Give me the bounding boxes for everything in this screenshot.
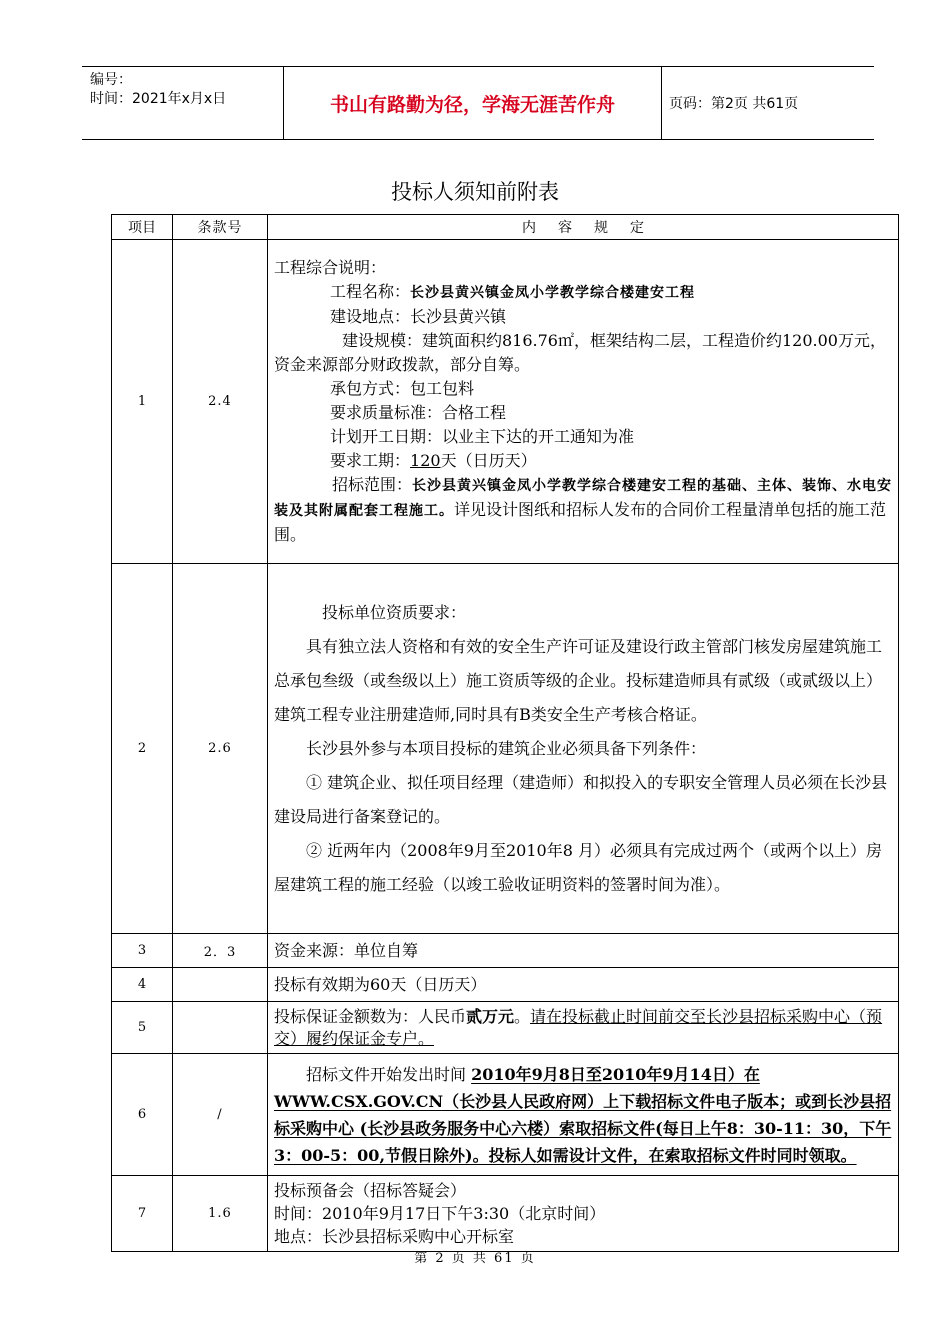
serial-label: 编号： [90, 72, 132, 88]
header-meta [82, 67, 284, 139]
content-line: 投标预备会（招标答疑会） [274, 1181, 467, 1200]
time-label: 时间：2021年x月x日 [90, 91, 227, 107]
table-row [112, 968, 899, 1002]
content-line: 计划开工日期：以业主下达的开工通知为准 [330, 427, 635, 446]
content-line: 工程综合说明： [274, 258, 387, 277]
row-clause-number: 2.4 [173, 240, 268, 564]
deposit-instruction: 请在投标截止时间前交至长沙县招标采购中心（预交）履约保证金专户。 [274, 1006, 883, 1048]
row-item-number: 3 [112, 934, 173, 968]
row-clause-number [173, 968, 268, 1002]
content-line: 具有独立法人资格和有效的安全生产许可证及建设行政主管部门核发房屋建筑施工总承包叁级（或叁级以上）施工资质等级的企业。投标建造师具有贰级（或贰级以上）建筑工程专业注册建造师,同时具有B类安全生产考核合格证。 [274, 636, 883, 724]
content-line [274, 473, 892, 547]
deposit-amount: 贰万元 [466, 1006, 515, 1026]
table-row [112, 934, 899, 968]
scope-label: 招标范围： [332, 475, 413, 494]
content-line: 地点：长沙县招标采购中心开标室 [274, 1227, 515, 1246]
scope-suffix: 详见设计图纸和招标人发布的合同价工程量清单包括的施工范围。 [274, 500, 887, 544]
issue-time-details: 2010年9月8日至2010年9月14日）在WWW.CSX.GOV.CN（长沙县人民政府网）上下载招标文件电子版本；或到长沙县招标采购中心 (长沙县政务服务中心六楼）索取招标文件(每日上午8：30-11：30，下午3：00-5：00,节假日除外)。投标人如需设计文件，在索取招标文件时同时领取。 [274, 1064, 892, 1165]
bid-notice-table [111, 214, 899, 1252]
project-name-value: 长沙县黄兴镇金凤小学教学综合楼建安工程 [410, 285, 696, 301]
table-row [112, 1002, 899, 1054]
table-row [112, 1176, 899, 1252]
row-clause-number [173, 1002, 268, 1054]
row-content [268, 564, 899, 934]
content-line [274, 280, 892, 305]
table-row [112, 564, 899, 934]
page-header [82, 66, 874, 140]
row-content: 投标有效期为60天（日历天） [268, 968, 899, 1002]
row-item-number: 6 [112, 1054, 173, 1176]
row-item-number: 5 [112, 1002, 173, 1054]
row-content [268, 240, 899, 564]
row-item-number: 1 [112, 240, 173, 564]
scope-value: 长沙县黄兴镇金凤小学教学综合楼建安工程的基础、主体、装饰、水电安装及其附属配套工程施工。 [274, 478, 893, 519]
content-line: ① 建筑企业、拟任项目经理（建造师）和拟投入的专职安全管理人员必须在长沙县建设局进行备案登记的。 [274, 772, 888, 826]
header-motto: 书山有路勤为径，学海无涯苦作舟 [284, 67, 662, 139]
row-item-number: 4 [112, 968, 173, 1002]
duration-value: 120 [410, 451, 441, 470]
content-line: 建设规模：建筑面积约816.76㎡，框架结构二层，工程造价约120.00万元，资金来源部分财政拨款，部分自筹。 [274, 331, 886, 374]
content-line: 时间：2010年9月17日下午3:30（北京时间） [274, 1204, 606, 1223]
row-content [268, 1176, 899, 1252]
table-header-row [112, 215, 899, 240]
project-name-label: 工程名称： [330, 282, 411, 301]
content-line [274, 1061, 892, 1169]
content-line: 建设地点：长沙县黄兴镇 [330, 307, 507, 326]
page-footer: 第 2 页 共 61 页 [414, 1251, 536, 1266]
content-line: ② 近两年内（2008年9月至2010年8 月）必须具有完成过两个（或两个以上）房屋建筑工程的施工经验（以竣工验收证明资料的签署时间为准）。 [274, 840, 882, 894]
duration-suffix: 天（日历天） [440, 451, 537, 470]
row-clause-number: 2.6 [173, 564, 268, 934]
row-clause-number: / [173, 1054, 268, 1176]
issue-time-label: 招标文件开始发出时间 [306, 1064, 472, 1084]
row-item-number: 2 [112, 564, 173, 934]
content-line: 承包方式：包工包料 [330, 379, 475, 398]
row-content: 资金来源：单位自筹 [268, 934, 899, 968]
document-title: 投标人须知前附表 [391, 180, 559, 204]
row-clause-number: 1.6 [173, 1176, 268, 1252]
duration-label: 要求工期： [330, 451, 411, 470]
header-page-label: 页码：第2页 共61页 [669, 96, 799, 112]
table-row [112, 240, 899, 564]
row-item-number: 7 [112, 1176, 173, 1252]
table-row [112, 1054, 899, 1176]
header-item: 项目 [112, 215, 173, 240]
row-content [268, 1002, 899, 1054]
content-line: 长沙县外参与本项目投标的建筑企业必须具备下列条件： [306, 738, 707, 758]
content-line: 要求质量标准：合格工程 [330, 403, 507, 422]
deposit-label: 投标保证金额数为：人民币 [274, 1006, 467, 1026]
content-line: 投标单位资质要求： [322, 602, 467, 622]
header-content-label: 内容规定 [522, 220, 666, 236]
row-content [268, 1054, 899, 1176]
content-line [274, 449, 892, 473]
deposit-punct: 。 [514, 1006, 531, 1026]
header-clause: 条款号 [173, 215, 268, 240]
header-content [268, 215, 899, 240]
row-clause-number: 2．3 [173, 934, 268, 968]
